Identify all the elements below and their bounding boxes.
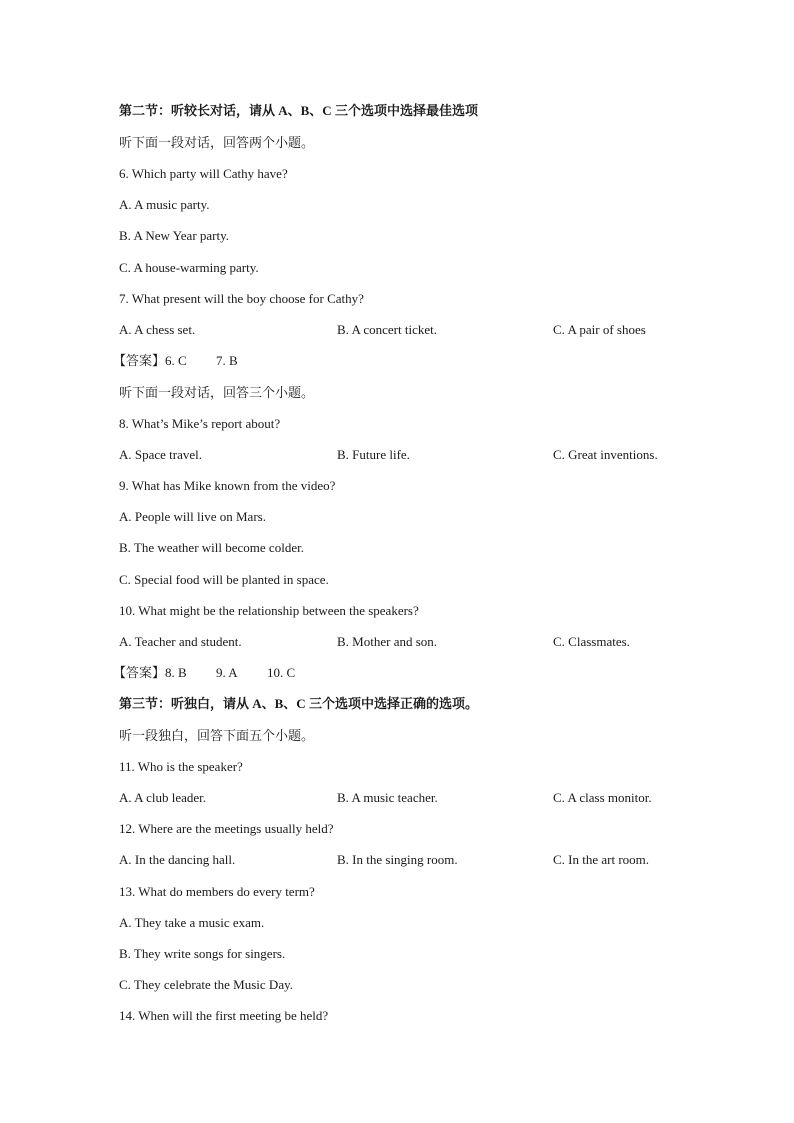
q6-option-c: C. A house-warming party. [119,260,259,275]
question-9: 9. What has Mike known from the video? [119,478,336,493]
answer-item: 6. C [165,353,187,368]
q13-option-b: B. They write songs for singers. [119,946,286,961]
section2-heading: 第二节：听较长对话，请从 A、B、C 三个选项中选择最佳选项 [119,103,478,118]
question-13: 13. What do members do every term? [119,884,315,899]
q12-option-b: B. In the singing room. [337,852,458,867]
q11-option-b: B. A music teacher. [337,790,438,805]
section3-heading: 第三节：听独白，请从 A、B、C 三个选项中选择正确的选项。 [119,696,478,711]
answer-label: 【答案】 [113,665,166,680]
q12-option-a: A. In the dancing hall. [119,852,236,867]
q9-option-a: A. People will live on Mars. [119,509,266,524]
answer-item: 9. A [216,665,238,680]
question-6: 6. Which party will Cathy have? [119,166,288,181]
q11-option-c: C. A class monitor. [553,790,652,805]
q10-option-a: A. Teacher and student. [119,634,242,649]
q6-option-a: A. A music party. [119,197,210,212]
q13-option-a: A. They take a music exam. [119,915,265,930]
dialog1-intro: 听下面一段对话，回答两个小题。 [119,135,315,150]
dialog2-intro: 听下面一段对话，回答三个小题。 [119,385,315,400]
answer-label: 【答案】 [113,353,166,368]
q6-option-b: B. A New Year party. [119,228,230,243]
question-10: 10. What might be the relationship between the speakers? [119,603,419,618]
q7-option-a: A. A chess set. [119,322,196,337]
q9-option-c: C. Special food will be planted in space. [119,572,329,587]
q8-option-b: B. Future life. [337,447,410,462]
question-12: 12. Where are the meetings usually held? [119,821,334,836]
q10-option-c: C. Classmates. [553,634,630,649]
question-14: 14. When will the first meeting be held? [119,1008,329,1023]
answer-item: 8. B [165,665,187,680]
q10-option-b: B. Mother and son. [337,634,438,649]
answer-item: 7. B [216,353,238,368]
section3-intro: 听一段独白，回答下面五个小题。 [119,728,315,743]
q9-option-b: B. The weather will become colder. [119,540,304,555]
answer-line-1 [113,352,238,370]
q7-option-b: B. A concert ticket. [337,322,438,337]
q13-option-c: C. They celebrate the Music Day. [119,977,293,992]
answer-line-2 [113,664,295,682]
question-8: 8. What’s Mike’s report about? [119,416,281,431]
answer-item: 10. C [267,665,296,680]
q12-option-c: C. In the art room. [553,852,650,867]
q7-option-c: C. A pair of shoes [553,322,646,337]
q11-option-a: A. A club leader. [119,790,207,805]
question-11: 11. Who is the speaker? [119,759,243,774]
question-7: 7. What present will the boy choose for Cathy? [119,291,364,306]
q8-option-c: C. Great inventions. [553,447,658,462]
q8-option-a: A. Space travel. [119,447,203,462]
